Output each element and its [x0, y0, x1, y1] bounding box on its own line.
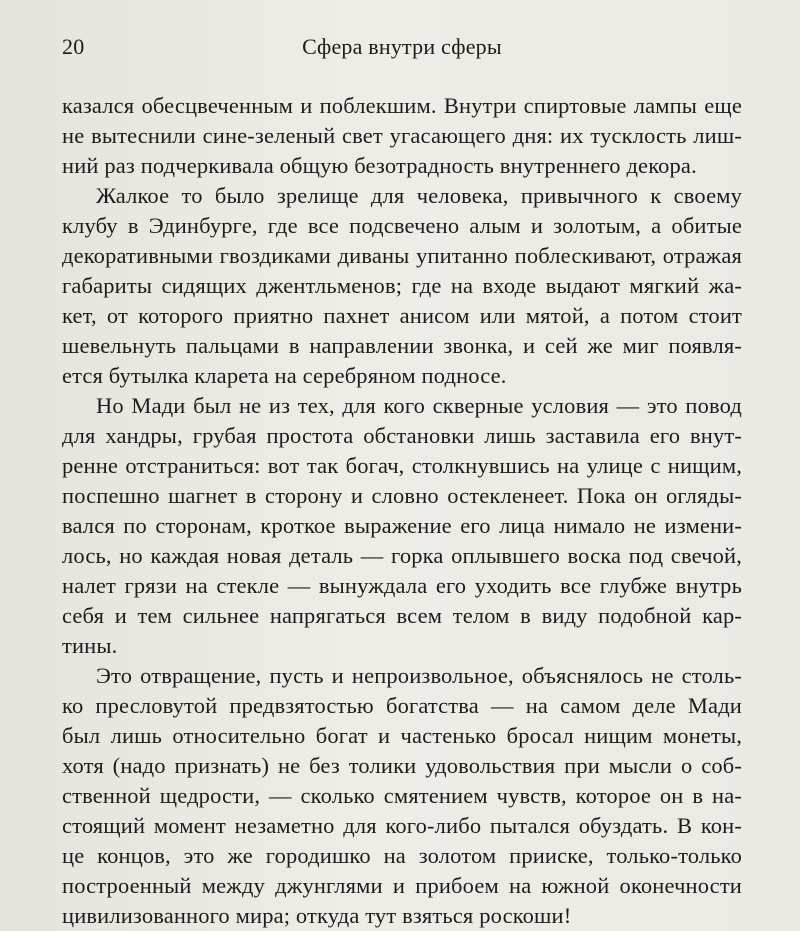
text-line: хотя (надо признать) не без толики удовольствия при мысли о соб- — [62, 753, 742, 778]
text-line: лось, но каждая новая деталь — горка оплывшего воска под свечой, — [62, 543, 742, 568]
page-number: 20 — [62, 34, 85, 59]
text-line: декоративными гвоздиками диваны упитанно поблескивают, отражая — [62, 243, 742, 268]
running-title: Сфера внутри сферы — [302, 34, 502, 59]
text-line: построенный между джунглями и прибоем на южной оконечности — [62, 873, 742, 898]
body-text — [62, 91, 742, 931]
text-line: габариты сидящих джентльменов; где на входе выдают мягкий жа- — [62, 273, 742, 298]
text-line: клубу в Эдинбурге, где все подсвечено алым и золотым, а обитые — [62, 213, 742, 238]
text-line: не вытеснили сине-зеленый свет угасающего дня: их тусклость лиш- — [62, 123, 742, 148]
text-line: це концов, это же городишко на золотом прииске, только-только — [62, 843, 742, 868]
text-line: вался по сторонам, кроткое выражение его лица нимало не измени- — [62, 513, 742, 538]
paragraph — [62, 661, 742, 931]
text-line: казался обесцвеченным и поблекшим. Внутри спиртовые лампы еще — [62, 93, 742, 118]
text-line: кет, от которого приятно пахнет анисом или мятой, а потом стоит — [62, 303, 742, 328]
paragraph — [62, 91, 742, 181]
text-line: Жалкое то было зрелище для человека, привычного к своему — [96, 183, 742, 208]
text-line: налет грязи на стекле — вынуждала его уходить все глубже внутрь — [62, 573, 742, 598]
text-line: поспешно шагнет в сторону и словно остекленеет. Пока он огляды- — [62, 483, 742, 508]
text-line: для хандры, грубая простота обстановки лишь заставила его внут- — [62, 423, 742, 448]
text-line: себя и тем сильнее напрягаться всем телом в виду подобной кар- — [62, 603, 742, 628]
text-line: Это отвращение, пусть и непроизвольное, объяснялось не столь- — [96, 663, 742, 688]
text-line: ется бутылка кларета на серебряном подносе. — [62, 363, 507, 388]
text-line: ренне отстраниться: вот так богач, столкнувшись на улице с нищим, — [62, 453, 742, 478]
text-line: ственной щедрости, — сколько смятением чувств, которое он в на- — [62, 783, 742, 808]
text-line: тины. — [62, 633, 118, 658]
text-line: был лишь относительно богат и частенько бросал нищим монеты, — [62, 723, 742, 748]
text-line: шевельнуть пальцами в направлении звонка, и сей же миг появля- — [62, 333, 742, 358]
page-header — [62, 34, 742, 64]
paragraph — [62, 391, 742, 661]
text-line: цивилизованного мира; откуда тут взяться роскоши! — [62, 903, 572, 928]
text-line: стоящий момент незаметно для кого-либо пытался обуздать. В кон- — [62, 813, 742, 838]
text-line: ний раз подчеркивала общую безотрадность внутреннего декора. — [62, 153, 697, 178]
text-line: Но Мади был не из тех, для кого скверные условия — это повод — [96, 393, 742, 418]
text-line: ко пресловутой предвзятостью богатства — на самом деле Мади — [62, 693, 742, 718]
paragraph — [62, 181, 742, 391]
